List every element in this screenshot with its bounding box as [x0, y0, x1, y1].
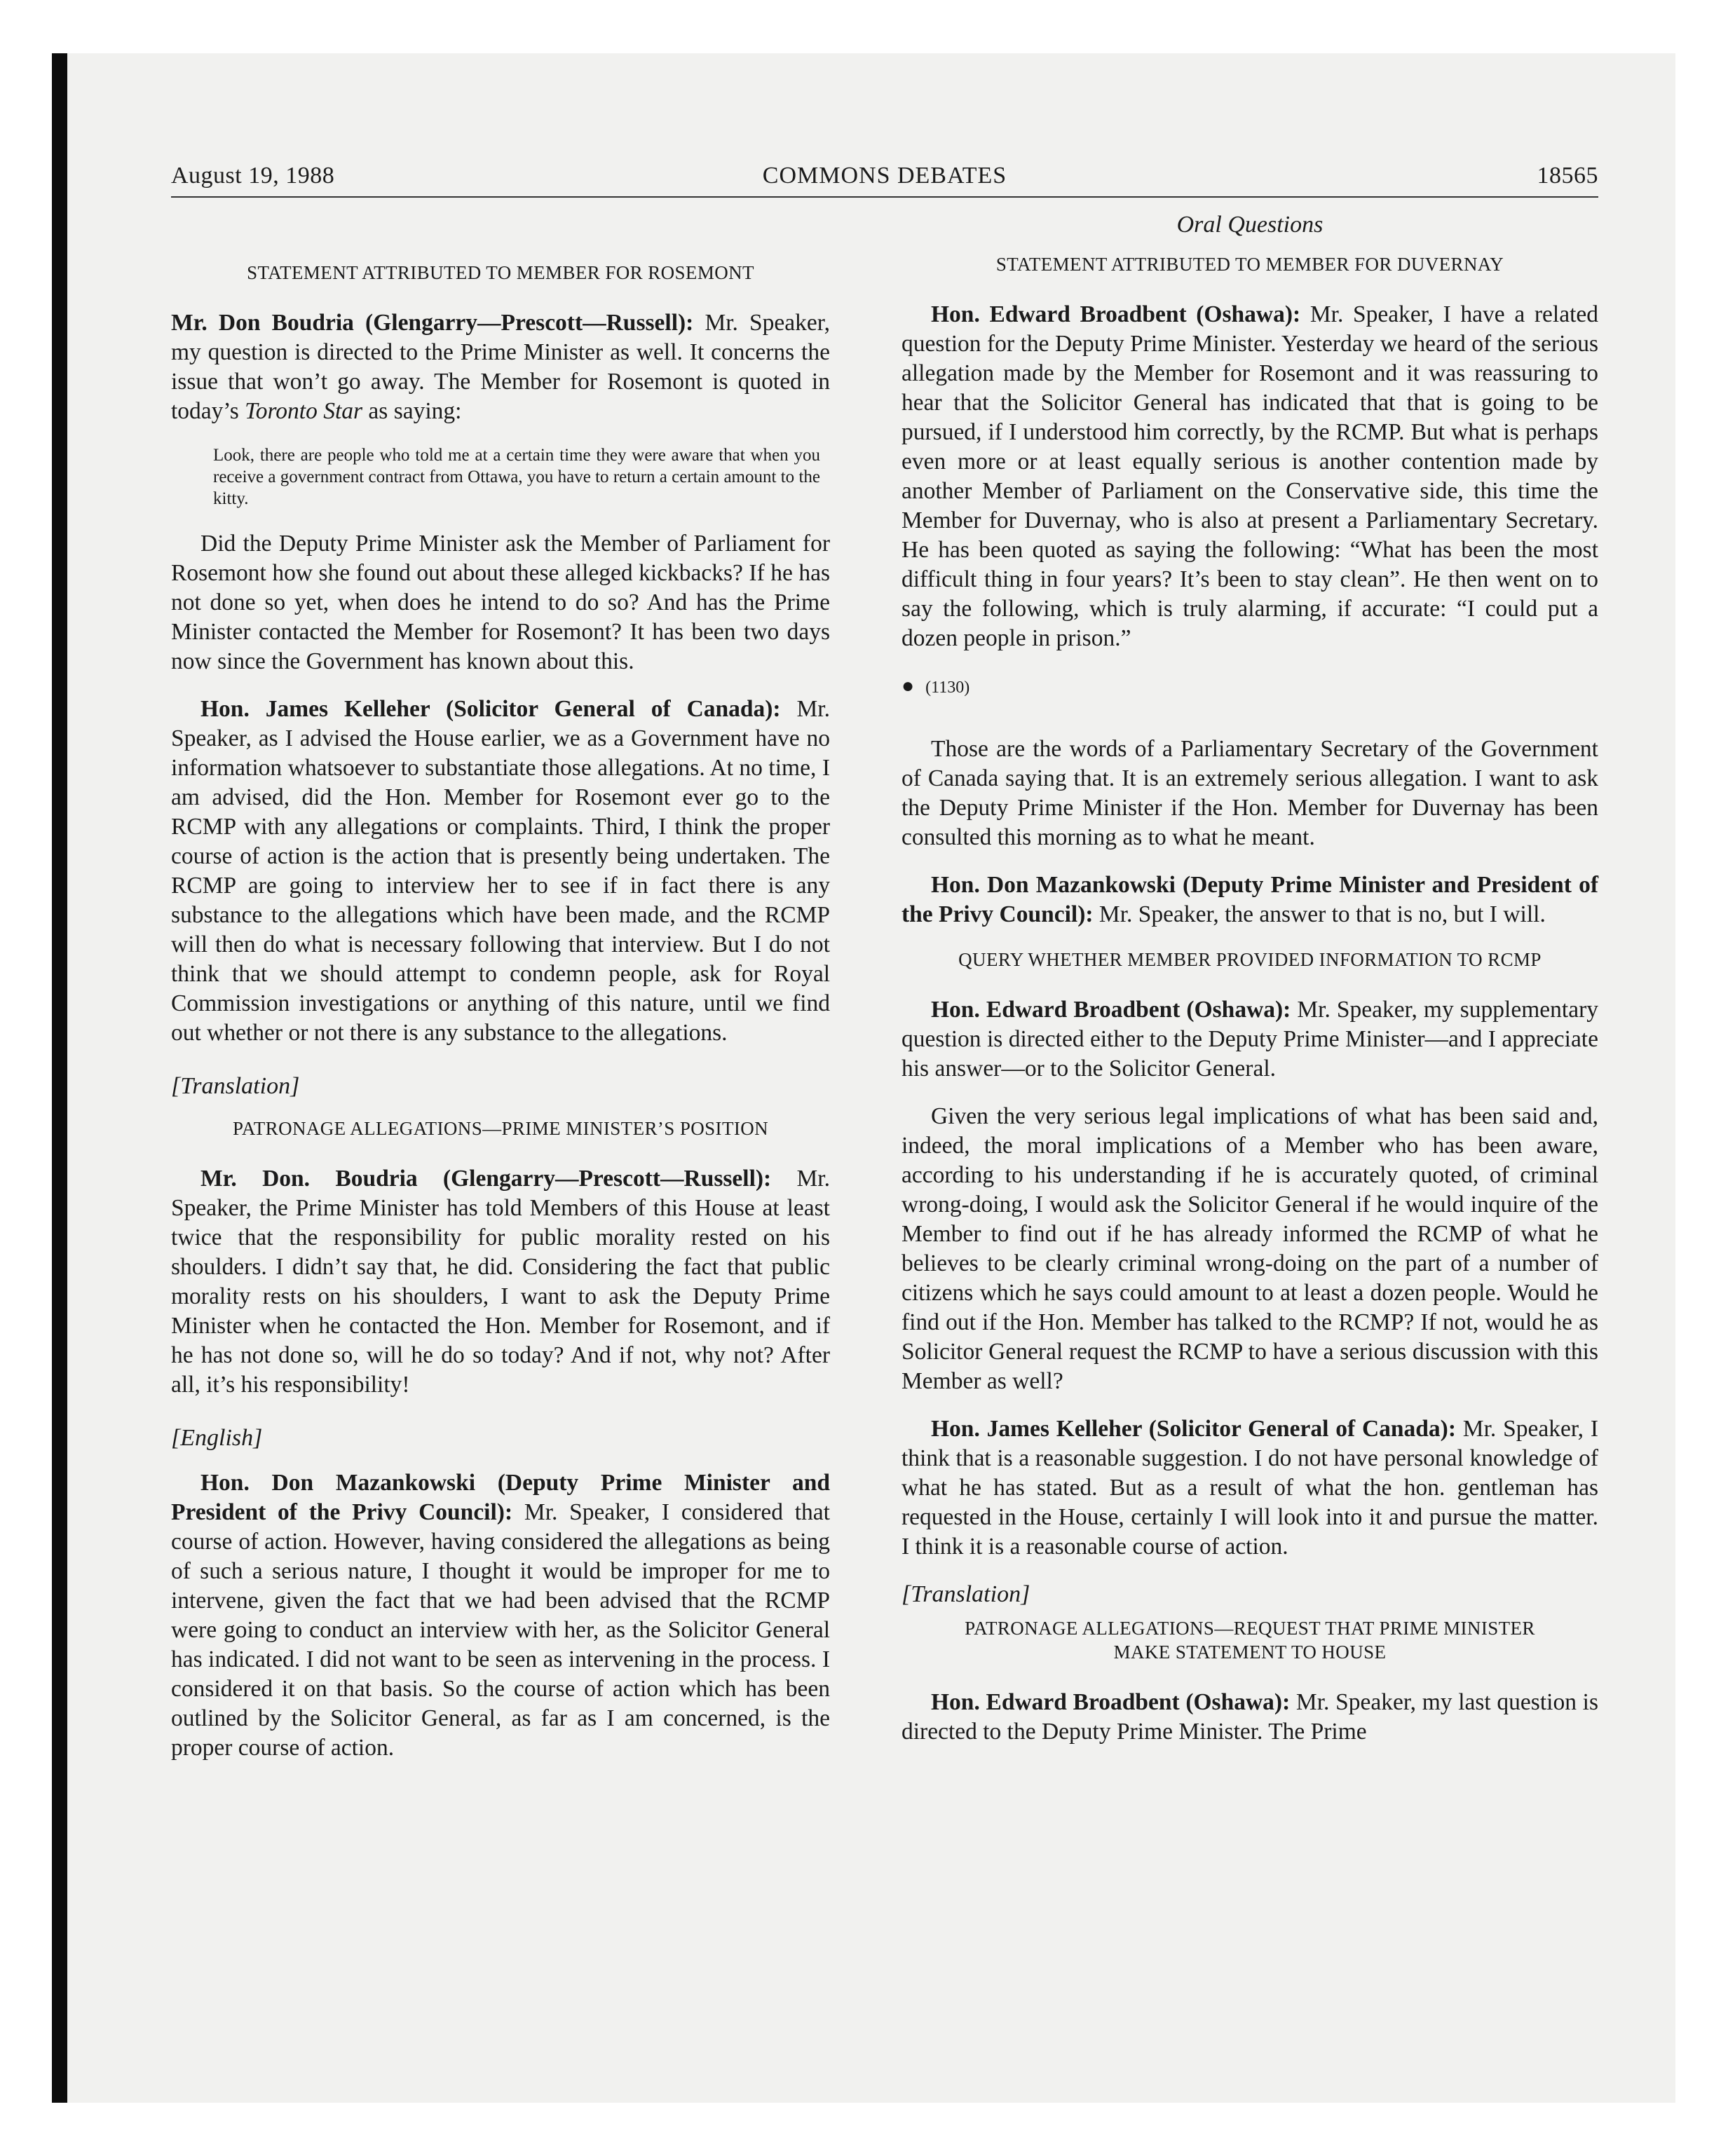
bullet-dot-icon: ● [901, 674, 915, 697]
speech-paragraph: Did the Deputy Prime Minister ask the Member of Parliament for Rosemont how she found out about these alleged kickbacks? If he has not done so yet, when does he intend to do so? And has the Prime Minister contacted the Member for Rosemont? It has been two days now since the Government has known about this. [171, 531, 830, 674]
section-heading: QUERY WHETHER MEMBER PROVIDED INFORMATION TO RCMP [958, 949, 1542, 970]
language-marker: [Translation] [171, 1073, 300, 1099]
section-heading-line: MAKE STATEMENT TO HOUSE [1113, 1642, 1387, 1663]
section-heading: STATEMENT ATTRIBUTED TO MEMBER FOR ROSEMONT [247, 262, 754, 283]
header-rule [171, 196, 1598, 198]
speech-text: as saying: [362, 398, 462, 424]
section-heading-line: PATRONAGE ALLEGATIONS—REQUEST THAT PRIME MINISTER [965, 1618, 1535, 1639]
speech-text: Mr. Speaker, my last question is directed to the Deputy Prime Minister. The Prime [901, 1689, 1598, 1745]
section-heading: STATEMENT ATTRIBUTED TO MEMBER FOR DUVERNAY [995, 254, 1504, 275]
speaker-name: Hon. Don Mazankowski (Deputy Prime Minister and President of the Privy Council): [171, 1470, 830, 1525]
column-header: Oral Questions [1176, 212, 1324, 238]
speech-paragraph [171, 1164, 830, 1400]
speaker-name: Hon. Edward Broadbent (Oshawa): [931, 301, 1301, 327]
scan-edge [52, 53, 67, 2103]
speaker-name: Mr. Don Boudria (Glengarry—Prescott—Russell): [171, 310, 694, 336]
header-publication: COMMONS DEBATES [762, 163, 1007, 189]
running-header [171, 163, 1598, 198]
right-column [901, 210, 1598, 1765]
speech-paragraph [901, 1414, 1598, 1562]
speech-text: Mr. Speaker, my supplementary question is directed either to the Deputy Prime Minister—and I appreciate his answer—or to the Solicitor General. [901, 997, 1598, 1082]
speaker-name: Hon. Edward Broadbent (Oshawa): [931, 997, 1291, 1023]
speech-paragraph [901, 871, 1598, 929]
speech-text: Mr. Speaker, the answer to that is no, but I will. [1093, 901, 1546, 927]
timestamp: (1130) [925, 678, 970, 697]
speech-paragraph [171, 1468, 830, 1763]
speaker-name: Hon. Edward Broadbent (Oshawa): [931, 1689, 1291, 1715]
speech-text: Mr. Speaker, I considered that course of action. However, having considered the allegations as being of such a serious nature, I thought it would be improper for me to intervene, given the fact that we had been advised that the RCMP were going to conduct an interview with her, as the Solicitor General has indicated. I did not want to be seen as intervening in the process. I considered it on that basis. So the course of action which has been outlined by the Solicitor General, as far as I am concerned, is the proper course of action. [171, 1499, 830, 1761]
speech-text: Mr. Speaker, as I advised the House earlier, we as a Government have no information whatsoever to substantiate those allegations. At no time, I am advised, did the Hon. Member for Rosemont ever go to the RCMP with any allegations or complaints. Third, I think the proper course of action is the action that is presently being undertaken. The RCMP are going to interview her to see if in fact there is any substance to the allegations which have been made, and the RCMP will then do what is necessary following that interview. But I do not think that we should attempt to condemn people, ask for Royal Commission investigations or anything of this nature, until we find out whether or not there is any substance to the allegations. [171, 696, 830, 1046]
speaker-name: Hon. James Kelleher (Solicitor General of Canada): [931, 1416, 1456, 1442]
language-marker: [Translation] [901, 1581, 1030, 1607]
header-date: August 19, 1988 [171, 163, 335, 189]
publication-name: Toronto Star [245, 398, 363, 424]
speech-paragraph [171, 695, 830, 1048]
speech-paragraph [171, 308, 830, 426]
speech-paragraph: Those are the words of a Parliamentary Secretary of the Government of Canada saying that. It is an extremely serious allegation. I want to ask the Deputy Prime Minister if the Hon. Member for Duvernay has been consulted this morning as to what he meant. [901, 736, 1598, 850]
speaker-name: Hon. Don Mazankowski (Deputy Prime Minister and President of the Privy Council): [901, 872, 1598, 927]
speech-text: Mr. Speaker, my question is directed to the Prime Minister as well. It concerns the issue that won’t go away. The Member for Rosemont is quoted in today’s [171, 310, 830, 424]
section-heading: PATRONAGE ALLEGATIONS—PRIME MINISTER’S POSITION [232, 1118, 769, 1139]
timestamp-marker [901, 671, 1598, 702]
speech-paragraph [901, 300, 1598, 653]
section-heading [901, 1616, 1598, 1664]
header-page-number: 18565 [1537, 163, 1598, 189]
language-marker: [English] [171, 1425, 263, 1451]
speech-text: Mr. Speaker, the Prime Minister has told Members of this House at least twice that the responsibility for public morality rested on his shoulders. I didn’t say that, he did. Considering the fact that public morality rests on his shoulders, I want to ask the Deputy Prime Minister when he contacted the Hon. Member for Rosemont, and if he has not done so, will he do so today? And if not, why not? After all, it’s his responsibility! [171, 1166, 830, 1398]
speaker-name: Hon. James Kelleher (Solicitor General of Canada): [200, 696, 781, 722]
left-column [171, 210, 830, 1781]
speech-text: Mr. Speaker, I have a related question for the Deputy Prime Minister. Yesterday we heard of the serious allegation made by the Member for Rosemont and it was reassuring to hear that the Solicitor General has indicated that that is going to be pursued, if I understood him correctly, by the RCMP. But what is perhaps even more or at least equally serious is another contention made by another Member of Parliament on the Conservative side, this time the Member for Duvernay, who is also at present a Parliamentary Secretary. He has been quoted as saying the following: “What has been the most difficult thing in four years? It’s been to stay clean”. He then went on to say the following, which is truly alarming, if accurate: “I could put a dozen people in prison.” [901, 301, 1598, 651]
speech-text: Mr. Speaker, I think that is a reasonable suggestion. I do not have personal knowledge of what he has stated. But as a result of what the hon. gentleman has requested in the House, certainly I will look into it and pursue the matter. I think it is a reasonable course of action. [901, 1416, 1598, 1560]
speech-paragraph [901, 1688, 1598, 1747]
speech-paragraph: Given the very serious legal implications of what has been said and, indeed, the moral implications of a Member who has been aware, according to his understanding if he is accurately quoted, of criminal wrong-doing, I would ask the Solicitor General if he would inquire of the Member to find out if he has already informed the RCMP of what he believes to be clearly criminal wrong-doing on the part of a number of citizens which he says could amount to at least a dozen people. Would he find out if the Hon. Member has talked to the RCMP? If not, would he as Solicitor General request the RCMP to have a serious discussion with this Member as well? [901, 1103, 1598, 1394]
speaker-name: Mr. Don. Boudria (Glengarry—Prescott—Russell): [200, 1166, 772, 1192]
block-quote: Look, there are people who told me at a certain time they were aware that when you receive a government contract from Ottawa, you have to return a certain amount to the kitty. [213, 446, 820, 508]
speech-paragraph [901, 995, 1598, 1084]
